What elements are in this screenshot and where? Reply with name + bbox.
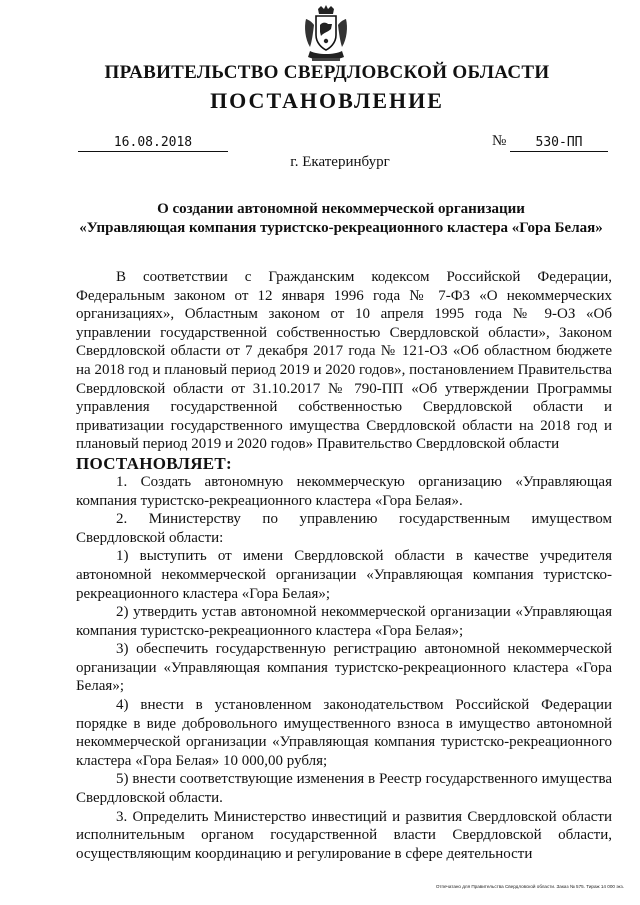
clause-paragraph: 2. Министерству по управлению государственным имуществом Свердловской области: xyxy=(76,511,612,546)
document-subject xyxy=(70,200,612,238)
preamble-paragraph: В соответствии с Гражданским кодексом Российской Федерации, Федеральным законом от 12 января 1996 года № 7-ФЗ «О некоммерческих организациях», Областным законом от 10 апреля 1995 года № 9-ОЗ «Об управлении государственной собственностью Свердловской области», Законом Свердловской области от 7 декабря 2017 года № 121-ОЗ «Об областном бюджете на 2018 год и плановый период 2019 и 2020 годов», постановлением Правительства Свердловской области от 31.10.2017 № 790-ПП «Об утверждении Программы управления государственной собственностью Свердловской области и приватизации государственного имущества Свердловской области на 2018 год и плановый период 2019 и 2020 годов» Правительство Свердловской области xyxy=(76,269,612,453)
subject-line: О создании автономной некоммерческой организации xyxy=(157,201,525,217)
resolves-heading: ПОСТАНОВЛЯЕТ: xyxy=(76,453,233,473)
print-note: Отпечатано для Правительства Свердловской области. Заказ № 575. Тираж 14 000 экз. xyxy=(435,884,624,889)
clause-paragraph: 3. Определить Министерство инвестиций и развития Свердловской области исполнительным органом государственной власти Свердловской области, осуществляющим координацию и регулирование в сфере деятельности xyxy=(76,808,612,862)
document-number: 530-ПП xyxy=(510,135,608,152)
subclause-paragraph: 3) обеспечить государственную регистрацию автономной некоммерческой организации «Управляющая компания туристско-рекреационного кластера «Гора Белая»; xyxy=(76,641,612,695)
number-sign: № xyxy=(492,133,507,149)
document-date: 16.08.2018 xyxy=(78,135,228,152)
subclause-paragraph: 1) выступить от имени Свердловской области в качестве учредителя автономной некоммерческой организации «Управляющая компания туристско-рекреационного кластера «Гора Белая»; xyxy=(76,548,612,602)
subject-line: «Управляющая компания туристско-рекреационного кластера «Гора Белая» xyxy=(79,220,603,236)
subclause-paragraph: 2) утвердить устав автономной некоммерческой организации «Управляющая компания туристско-рекреационного кластера «Гора Белая»; xyxy=(76,604,612,639)
subclause-paragraph: 5) внести соответствующие изменения в Реестр государственного имущества Свердловской области. xyxy=(76,771,612,807)
document-body xyxy=(76,268,612,863)
government-title: ПРАВИТЕЛЬСТВО СВЕРДЛОВСКОЙ ОБЛАСТИ xyxy=(104,62,550,83)
subclause-paragraph: 4) внести в установленном законодательством Российской Федерации порядке в виде добровольного имущественного взноса в имущество автономной некоммерческой организации «Управляющая компания туристско-рекреационного кластера «Гора Белая» 10 000,00 рубля; xyxy=(76,697,612,769)
city: г. Екатеринбург xyxy=(290,154,390,170)
coat-of-arms-icon xyxy=(302,5,350,63)
document-type: ПОСТАНОВЛЕНИЕ xyxy=(210,88,444,113)
clause-paragraph: 1. Создать автономную некоммерческую организацию «Управляющая компания туристско-рекреационного кластера «Гора Белая». xyxy=(76,473,612,509)
